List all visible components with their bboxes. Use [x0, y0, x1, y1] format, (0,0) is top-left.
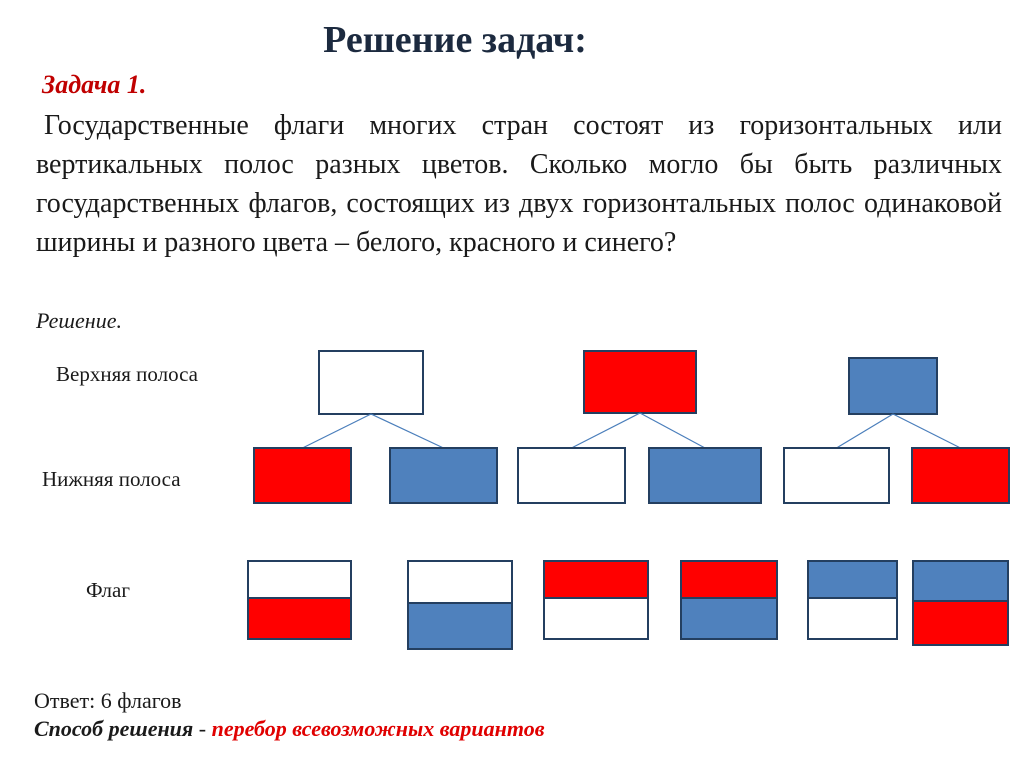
bottom-stripe-white	[518, 448, 625, 503]
top-stripe-red	[584, 351, 696, 413]
tree-connector	[572, 413, 641, 448]
tree-connector	[640, 413, 705, 448]
flag-label: Флаг	[86, 578, 130, 602]
tree-connector	[371, 414, 444, 448]
flag-5-top-stripe	[808, 561, 897, 598]
problem-text: Государственные флаги многих стран состоят из горизонтальных или вертикальных полос разных цветов. Сколько могло бы быть различных государственных флагов, состоящих из двух горизонтальных полос одинаковой ширины и разного цвета – белого, красного и синего?	[36, 110, 1002, 258]
bottom-stripe-label: Нижняя полоса	[42, 467, 181, 491]
answer-text: Ответ: 6 флагов	[34, 688, 182, 713]
method-separator: -	[193, 716, 212, 741]
flag-1-bottom-stripe	[248, 598, 351, 639]
method-label: Способ решения	[34, 716, 194, 741]
top-stripe-label: Верхняя полоса	[56, 362, 198, 386]
tree-connector	[837, 414, 894, 448]
tree-connector	[303, 414, 372, 448]
flag-4-top-stripe	[681, 561, 777, 598]
solution-label: Решение.	[36, 308, 122, 333]
bottom-stripe-red	[912, 448, 1009, 503]
flag-3-bottom-stripe	[544, 598, 648, 639]
flag-4-bottom-stripe	[681, 598, 777, 639]
flag-6-bottom-stripe	[913, 601, 1008, 645]
bottom-stripe-blue	[649, 448, 761, 503]
method-value: перебор всевозможных вариантов	[211, 716, 545, 741]
flag-6-top-stripe	[913, 561, 1008, 601]
solution-method	[34, 716, 545, 742]
task-label: Задача 1.	[42, 70, 147, 99]
flag-1-top-stripe	[248, 561, 351, 598]
tree-connector	[893, 414, 961, 448]
page-title: Решение задач:	[323, 19, 587, 61]
flag-5-bottom-stripe	[808, 598, 897, 639]
top-stripe-white	[319, 351, 423, 414]
top-stripe-blue	[849, 358, 937, 414]
bottom-stripe-white	[784, 448, 889, 503]
flag-2-bottom-stripe	[408, 603, 512, 649]
bottom-stripe-blue	[390, 448, 497, 503]
bottom-stripe-red	[254, 448, 351, 503]
flag-2-top-stripe	[408, 561, 512, 603]
flag-3-top-stripe	[544, 561, 648, 598]
